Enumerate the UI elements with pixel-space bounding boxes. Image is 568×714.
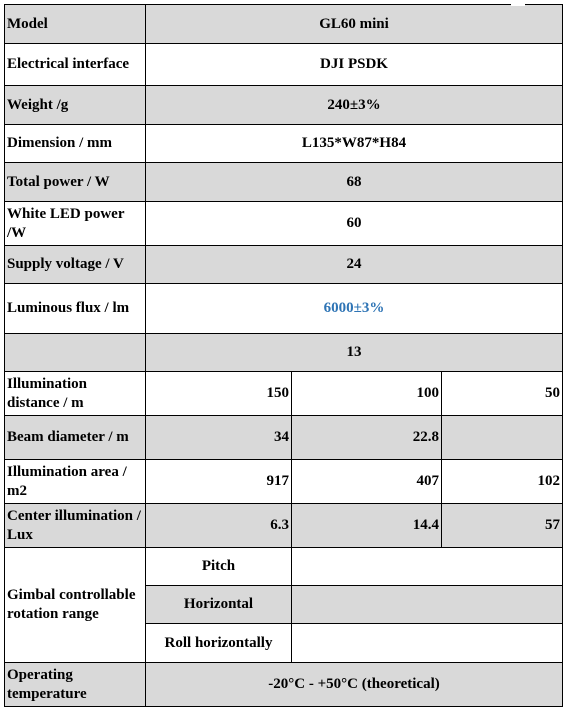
total-power-value: 68 xyxy=(146,163,563,202)
weight-label: Weight /g xyxy=(5,86,146,125)
gimbal-sub-label-horizontal: Horizontal xyxy=(146,586,292,624)
beam-value-1: 34 xyxy=(146,416,292,460)
gimbal-sub-value-pitch xyxy=(292,548,563,586)
row-flux xyxy=(5,284,563,334)
row-model xyxy=(5,5,563,44)
beam-label: Beam diameter / m xyxy=(5,416,146,460)
row-led-power xyxy=(5,202,563,246)
area-value-3: 102 xyxy=(442,460,563,504)
row-temperature xyxy=(5,663,563,707)
interface-label: Electrical interface xyxy=(5,44,146,86)
row-beam xyxy=(5,416,563,460)
row-weight xyxy=(5,86,563,125)
row-center xyxy=(5,504,563,548)
unnamed-value: 13 xyxy=(146,334,563,372)
weight-value: 240±3% xyxy=(146,86,563,125)
led-power-value: 60 xyxy=(146,202,563,246)
center-value-3: 57 xyxy=(442,504,563,548)
distance-label: Illumination distance / m xyxy=(5,372,146,416)
beam-value-2: 22.8 xyxy=(292,416,442,460)
row-total-power xyxy=(5,163,563,202)
interface-value: DJI PSDK xyxy=(146,44,563,86)
center-label: Center illumination / Lux xyxy=(5,504,146,548)
model-label: Model xyxy=(5,5,146,44)
row-voltage xyxy=(5,246,563,284)
gimbal-sub-label-roll: Roll horizontally xyxy=(146,624,292,663)
spec-table xyxy=(4,4,563,707)
corner-mark xyxy=(511,4,525,6)
gimbal-sub-value-horizontal xyxy=(292,586,563,624)
gimbal-sub-value-roll xyxy=(292,624,563,663)
flux-label: Luminous flux / lm xyxy=(5,284,146,334)
voltage-label: Supply voltage / V xyxy=(5,246,146,284)
row-dimension xyxy=(5,125,563,163)
temperature-label: Operating temperature xyxy=(5,663,146,707)
temperature-value: -20°C - +50°C (theoretical) xyxy=(146,663,563,707)
model-value: GL60 mini xyxy=(146,5,563,44)
total-power-label: Total power / W xyxy=(5,163,146,202)
center-value-1: 6.3 xyxy=(146,504,292,548)
row-distance xyxy=(5,372,563,416)
led-power-label: White LED power /W xyxy=(5,202,146,246)
gimbal-label: Gimbal controllable rotation range xyxy=(5,548,146,663)
beam-value-3 xyxy=(442,416,563,460)
area-label: Illumination area / m2 xyxy=(5,460,146,504)
row-gimbal-pitch xyxy=(5,548,563,586)
distance-value-2: 100 xyxy=(292,372,442,416)
dimension-value: L135*W87*H84 xyxy=(146,125,563,163)
gimbal-sub-label-pitch: Pitch xyxy=(146,548,292,586)
area-value-1: 917 xyxy=(146,460,292,504)
distance-value-1: 150 xyxy=(146,372,292,416)
distance-value-3: 50 xyxy=(442,372,563,416)
dimension-label: Dimension / mm xyxy=(5,125,146,163)
area-value-2: 407 xyxy=(292,460,442,504)
row-unnamed xyxy=(5,334,563,372)
voltage-value: 24 xyxy=(146,246,563,284)
row-interface xyxy=(5,44,563,86)
center-value-2: 14.4 xyxy=(292,504,442,548)
row-area xyxy=(5,460,563,504)
flux-value: 6000±3% xyxy=(146,284,563,334)
unnamed-label xyxy=(5,334,146,372)
